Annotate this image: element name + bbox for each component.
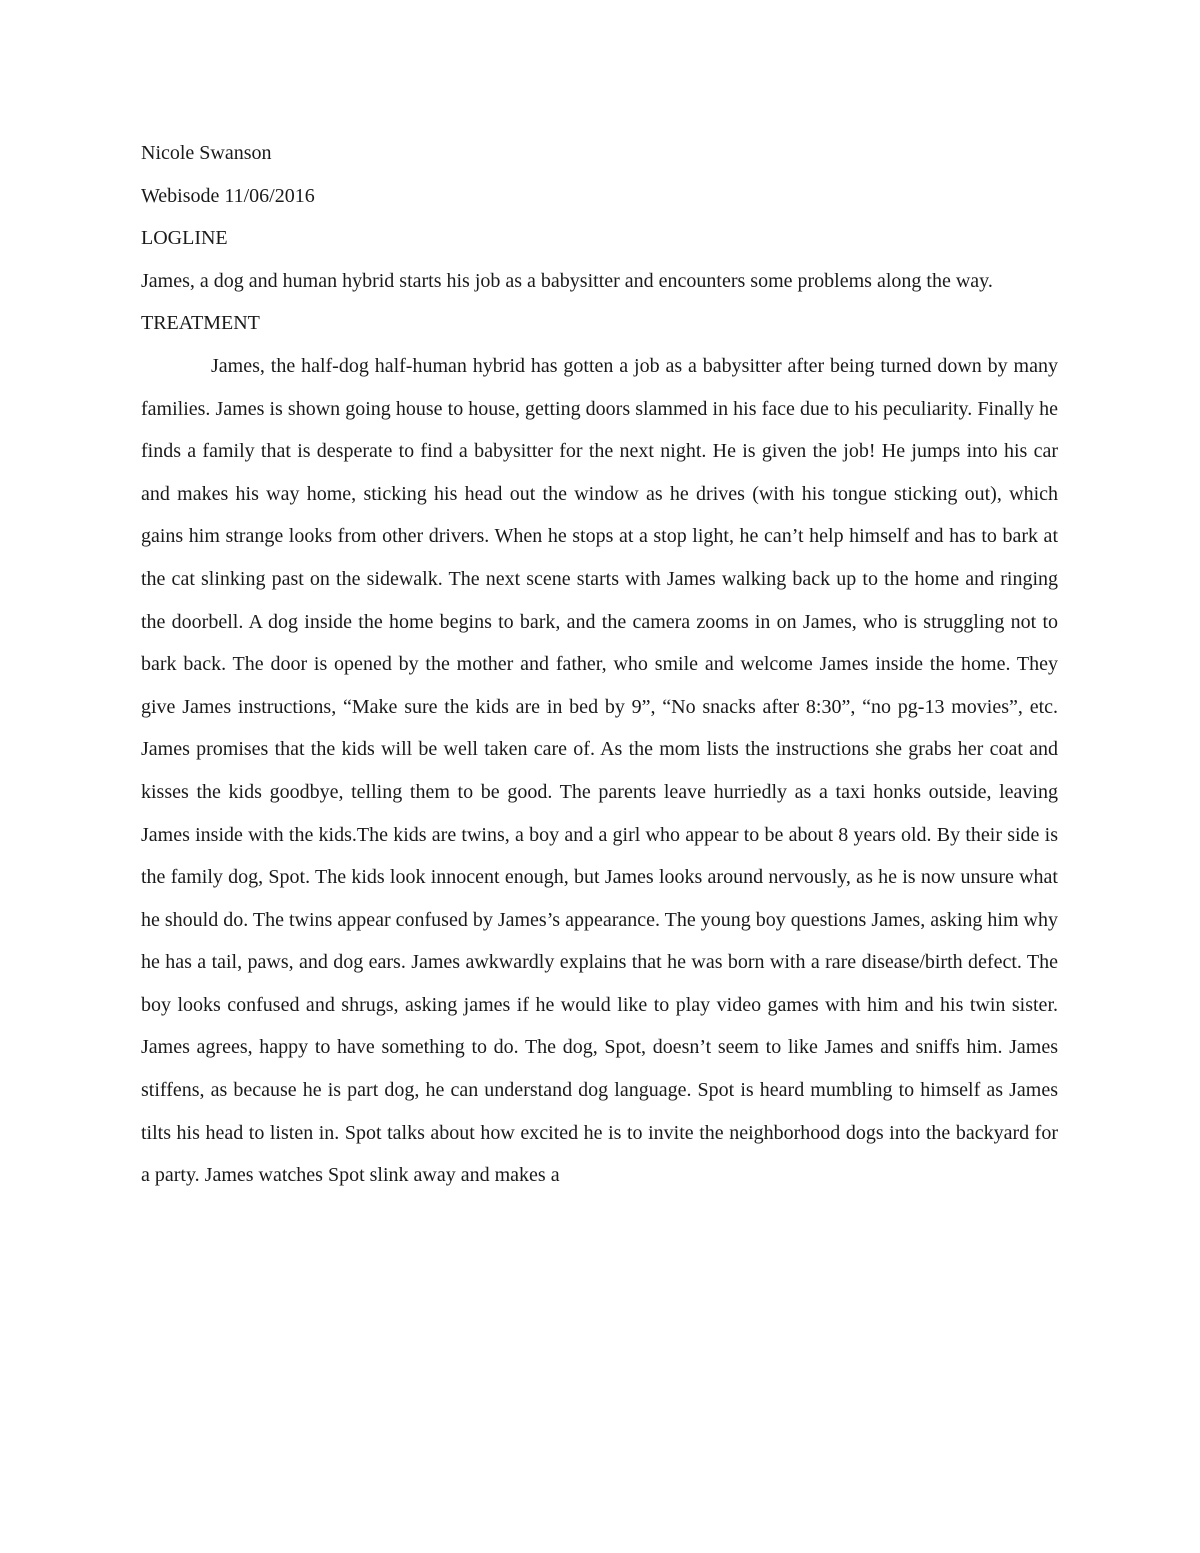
author-name: Nicole Swanson: [141, 142, 272, 164]
logline-paragraph: James, a dog and human hybrid starts his job as a babysitter and encounters some problems along the way.: [141, 269, 993, 292]
document-subtitle: Webisode 11/06/2016: [141, 184, 315, 207]
treatment-paragraph: James, the half-dog half-human hybrid has gotten a job as a babysitter after being turned down by many families. James is shown going house to house, getting doors slammed in his face due to his peculiarity. Finally he finds a family that is desperate to find a babysitter for the next night. He is given the job! He jumps into his car and makes his way home, sticking his head out the window as he drives (with his tongue sticking out), which gains him strange looks from other drivers. When he stops at a stop light, he can’t help himself and has to bark at the cat slinking past on the sidewalk. The next scene starts with James walking back up to the home and ringing the doorbell. A dog inside the home begins to bark, and the camera zooms in on James, who is struggling not to bark back. The door is opened by the mother and father, who smile and welcome James inside the home. They give James instructions, “Make sure the kids are in bed by 9”, “No snacks after 8:30”, “no pg-13 movies”, etc. James promises that the kids will be well taken care of. As the mom lists the instructions she grabs her coat and kisses the kids goodbye, telling them to be good. The parents leave hurriedly as a taxi honks outside, leaving James inside with the kids.The kids are twins, a boy and a girl who appear to be about 8 years old. By their side is the family dog, Spot. The kids look innocent enough, but James looks around nervously, as he is now unsure what he should do. The twins appear confused by James’s appearance. The young boy questions James, asking him why he has a tail, paws, and dog ears. James awkwardly explains that he was born with a rare disease/birth defect. The boy looks confused and shrugs, asking james if he would like to play video games with him and his twin sister. James agrees, happy to have something to do. The dog, Spot, doesn’t seem to like James and sniffs him. James stiffens, as because he is part dog, he can understand dog language. Spot is heard mumbling to himself as James tilts his head to listen in. Spot talks about how excited he is to invite the neighborhood dogs into the backyard for a party. James watches Spot slink away and makes a: [141, 354, 1058, 1187]
logline-heading: LOGLINE: [141, 227, 228, 250]
treatment-heading: TREATMENT: [141, 312, 260, 335]
